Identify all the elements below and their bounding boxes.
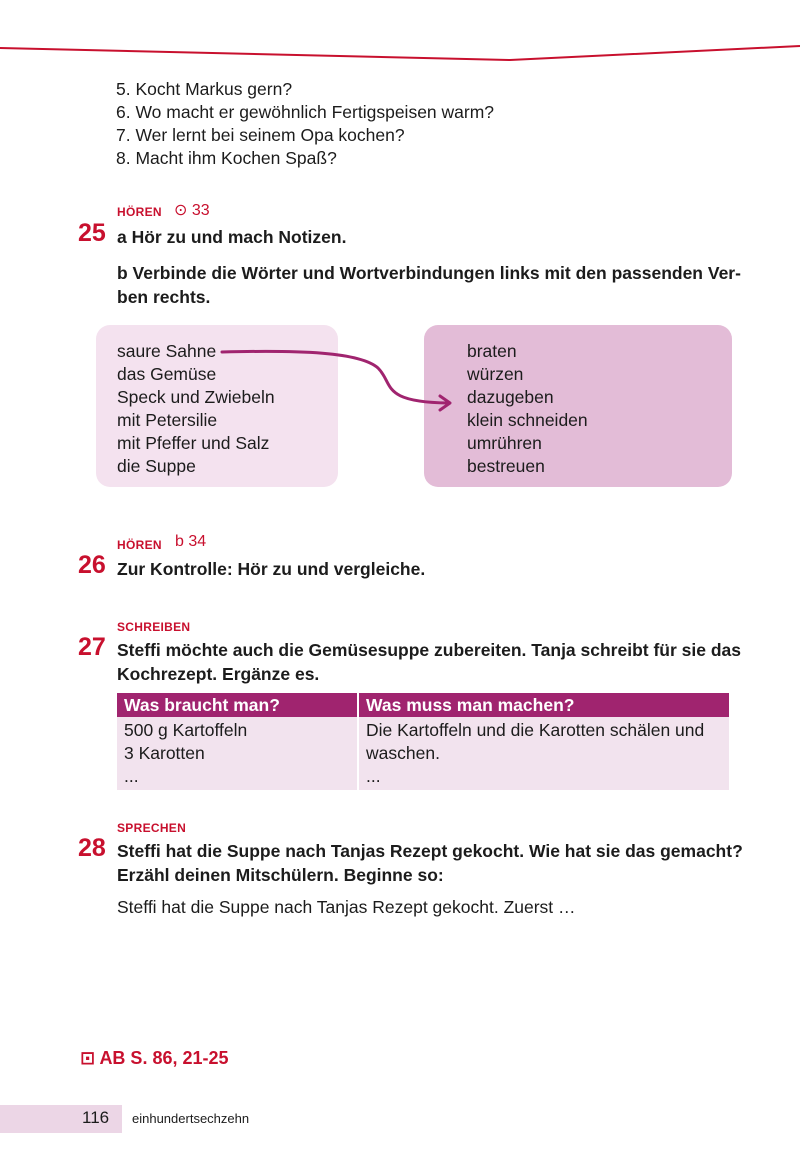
ingredients-cell[interactable] [117,717,357,790]
ex26-task: Zur Kontrolle: Hör zu und vergleiche. [117,559,426,579]
ex25-track-number: 33 [191,202,210,219]
right-word: braten [467,341,517,361]
ex25-task-b-line1: b Verbinde die Wörter und Wortverbindungen links mit den passenden Ver- [117,263,741,283]
ex27-task-line2: Kochrezept. Ergänze es. [117,664,320,684]
play-track-icon: ⊙ [174,202,188,219]
ex27-tag: SCHREIBEN [117,620,191,634]
ex26-number: 26 [78,551,106,579]
ex25-task-a: a Hör zu und mach Notizen. [117,227,347,247]
question-list [116,78,494,170]
question-item: 6. Wo macht er gewöhnlich Fertigspeisen warm? [116,102,495,122]
left-word: mit Petersilie [117,410,218,430]
ex27-task-line1: Steffi möchte auch die Gemüsesuppe zubereiten. Tanja schreibt für sie das [117,640,742,660]
left-word-list [117,340,275,478]
ex25-number: 25 [78,219,106,247]
ex28-start-sentence: Steffi hat die Suppe nach Tanjas Rezept gekocht. Zuerst … [117,897,576,917]
question-item: 5. Kocht Markus gern? [116,79,293,99]
question-item: 7. Wer lernt bei seinem Opa kochen? [116,125,405,145]
left-word: mit Pfeffer und Salz [117,433,270,453]
recipe-table [115,693,731,790]
col-header-ingredients: Was braucht man? [117,693,357,717]
page-number-word: einhundertsechzehn [132,1111,250,1126]
col-header-steps: Was muss man machen? [359,693,729,717]
workbook-link-icon: ⊡ [80,1048,96,1068]
right-word: würzen [467,364,524,384]
ex27-number: 27 [78,633,106,661]
right-word: umrühren [467,433,542,453]
ex25-audio[interactable] [174,200,210,220]
top-red-line [0,0,800,70]
right-word: klein schneiden [467,410,588,430]
step-line: ... [366,766,381,786]
steps-cell[interactable] [359,717,729,790]
question-item: 8. Macht ihm Kochen Spaß? [116,148,337,168]
ingredient-line: ... [124,766,139,786]
right-word: dazugeben [467,387,554,407]
ingredient-line: 500 g Kartoffeln [124,720,248,740]
step-line: Die Kartoffeln und die Karotten schälen und [366,720,705,740]
left-word: die Suppe [117,456,196,476]
right-word: bestreuen [467,456,545,476]
ex25-task-b-line2: ben rechts. [117,287,211,307]
step-line: waschen. [366,743,440,763]
right-word-list [467,340,588,478]
page-number: 116 [82,1108,110,1127]
ex26-tag: HÖREN [117,538,162,552]
left-word: das Gemüse [117,364,217,384]
ingredient-line: 3 Karotten [124,743,205,763]
ex28-tag: SPRECHEN [117,821,187,835]
ex28-task-line2: Erzähl deinen Mitschülern. Beginne so: [117,865,444,885]
workbook-reference[interactable] [80,1048,229,1069]
left-word: Speck und Zwiebeln [117,387,275,407]
workbook-reference-text: AB S. 86, 21-25 [99,1048,229,1068]
ex28-task-line1: Steffi hat die Suppe nach Tanjas Rezept gekocht. Wie hat sie das gemacht? [117,841,743,861]
left-word: saure Sahne [117,341,217,361]
ex25-tag: HÖREN [117,205,162,219]
recipe-table-wrap [115,693,731,790]
ex28-number: 28 [78,834,106,862]
ex26-track[interactable]: b 34 [175,533,207,550]
